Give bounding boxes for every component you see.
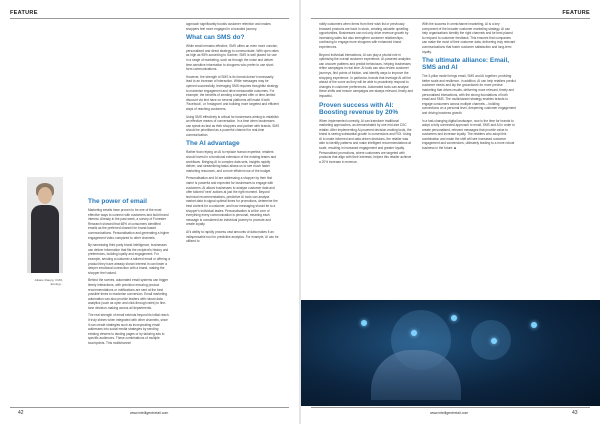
section-header: FEATURE: [562, 10, 590, 16]
body-paragraph: Rather than relying on AI to replace human expertise, retailers should invest in a functional extension of the existing teams and workflows. Bringing AI to complex data sets, insights rapidly deliver, and streamlining tasks allows us to see much faster marketing resources, and a more efficient use of the budget.: [186, 150, 277, 173]
network-node-icon: [361, 320, 367, 326]
section-heading: The ultimate alliance: Email, SMS and AI: [422, 57, 510, 72]
section-heading: Proven success with AI: Boosting revenue by 20%: [319, 101, 399, 116]
body-paragraph: AI's ability to rapidly process vast amounts of data makes it an indispensable tool for predictive analytics. For example, AI can be utilised to: [186, 229, 279, 244]
left-page: [0, 0, 299, 424]
text-column-2: [186, 22, 280, 247]
body-paragraph: When implemented correctly, AI can transform traditional marketing approaches, as demonstrated by one mid-size D2C retailer. After implementing AI-powered decision-making tools, the brand is seeing substantial growth in conversions and ROI. Using AI to make informed and data-driven decisions, the retailer was able to identify patterns and make intelligent recommendations at scale, resulting in increased engagement and greater loyalty. Personalised promotions, where customers are targeted with products that align with their interests, helped this retailer achieve a 20% increase in revenue.: [319, 118, 412, 164]
portrait-body: [31, 205, 59, 273]
section-heading: The power of email: [88, 198, 147, 205]
body-paragraph: The 3-pillar model brings email, SMS and AI together, providing better scale and resilience. In addition, AI can help retailers predict customer needs and lay the groundwork for more precise marketing that drives results, delivering more relevant, timely and personalised interactions, with the strong foundations of both email and SMS. The multichannel strategy enables brands to engage consumers across multiple channels – building connections on a personal level, deepening customer engagement and driving business growth.: [422, 74, 516, 115]
section-heading: What can SMS do?: [186, 34, 245, 42]
body-paragraph: In a fast-changing digital landscape, now is the time for brands to adopt a fully connected approach to email, SMS and AI in order to create personalised, relevant messages that provide value to customers and increase loyalty. The retailers who adopt this combination and make the shift will see increased customer engagement and conversions, ultimately leading to a more robust business in the future. ■: [422, 118, 515, 151]
website-url: www.intelligentretail.com: [130, 411, 169, 415]
body-paragraph: Using SMS effectively is critical for businesses aiming to establish an effective means of conversation. In a time when businesses can speak as fast as their shoppers and partner with brands, SMS should be prioritised as a powerful channel for real-time communication.: [186, 114, 280, 137]
text-column-4: [422, 22, 516, 154]
section-heading: The AI advantage: [186, 140, 240, 148]
body-paragraph: With the success in omnichannel marketing, AI is a key component of the broader customer marketing strategy. AI can help organisations identify the right channels and be best placed to respond to customer feedback. This ensures that companies can make the most of their customer data, delivering truly relevant communications that foster customer satisfaction and long-term loyalty.: [422, 22, 516, 54]
body-paragraph: While email remains effective, SMS offers an even more concise, personalised and direct strategy to communicate. With open rates as high as 98% according to Gartner, SMS is well placed for use in a range of marketing, such as through the noise and deliver time-sensitive information to shoppers who prefer to use short-form communications.: [186, 44, 279, 72]
hand-silhouette: [371, 350, 461, 400]
body-paragraph: The real strength of email extends beyond its initial reach. It truly shines when integrated with other channels, since it can create strategies such as incorporating email addresses into social media strategies by sending existing viewers to landing pages or by tailoring ads to specific audiences. These combinations of multiple touchpoints. This multichannel: [88, 313, 170, 346]
body-paragraph: Behind the scenes, automated email systems can trigger timely interactions, with precision ensuring product recommendations or notifications are sent at the best possible times to maximise conversion. Email marketing automation can also provide leaders with robust data analytics (such as open and click-through rates) to fine-tune decision-making across all departments.: [88, 278, 169, 310]
network-node-icon: [451, 315, 457, 321]
section-header: FEATURE: [10, 10, 38, 16]
footer-rule: [10, 407, 289, 408]
website-url: www.intelligentretail.com: [430, 411, 469, 415]
header-rule: [10, 18, 289, 19]
network-node-icon: [531, 322, 537, 328]
page-number: 43: [572, 410, 578, 416]
text-column-3: [319, 22, 413, 167]
header-rule: [311, 18, 590, 19]
body-paragraph: approach significantly boosts customer retention and makes shoppers feel more engaged in a branded journey.: [186, 22, 271, 31]
body-paragraph: Personalisation and AI are addressing a shopper by their first name is powerful and expected for businesses to engage with customers. AI allows businesses to analyse customer data and offer tailored 'next' actions at just the right moment. Beyond technical recommendations, predictive AI tools can analyse market data to signal optimal times for promotions, determine the best content for a customer, and how messaging should tie to a shopper's individual tastes. Personalisation is at the core of everything every communication is personal, meaning each message is considered an individual journey to promote and create loyalty.: [186, 176, 278, 227]
network-hand-photo: [301, 300, 600, 406]
footer-rule: [311, 407, 590, 408]
network-node-icon: [491, 338, 497, 344]
page-number: 42: [18, 410, 24, 416]
network-node-icon: [411, 330, 417, 336]
portrait-photo: [27, 177, 63, 273]
portrait-caption: Juliane Raupp, CMO, Ecologi...: [34, 278, 63, 286]
text-column-1: [88, 195, 170, 349]
body-paragraph: Beyond individual interactions, AI can play a pivotal role in optimising the overall customer experience. AI-powered analytics can uncover patterns and predict behaviours, helping businesses refine campaigns in real time. AI tools can also review customer journeys, find points of friction, and identify ways to improve the shopping experience. In particular, brands that leverage AI will be ahead of the curve as they will be able to proactively respond to changes in customer preferences. Automated tools can analyse these shifts and ensure campaigns are always relevant, timely and impactful.: [319, 52, 413, 98]
body-paragraph: By harnessing third party brand intelligence, businesses can deliver information that fits the recipient's history and preferences, building loyalty and engagement. For example, sending a customer a tailored email or offering a product they have already shown interest in can foster a deeper emotional connection with a brand, making the shopper feel valued.: [88, 243, 170, 275]
body-paragraph: Marketing emails have proven to be one of the most effective ways to connect with customers and build brand interest. Already in the past week, a survey of Forrester Research showed that 68% of consumers identified emails as the preferred channel for brand-based communications. Personalisation and generating a higher engagement video compared to other channels.: [88, 208, 170, 240]
portrait-face: [38, 187, 52, 204]
body-paragraph: However, the strength of SMS is its format doesn't necessarily lead to an increase of interaction. While messages may be opened successfully, leveraging SMS requires thoughtful strategy to maximise engagement and drive measurable outcomes. For example, the benefits of sending a targeted offer or time-limited discount via text have on several platforms will make it both 'Facebook', or 'Instagram' and building more targeted and efficient ways of reaching customers.: [186, 74, 279, 111]
body-paragraph: notify customers when items from their wish list or previously browsed products are back in stock, creating valuable upselling opportunities. Businesses can not only drive revenue growth by increasing sales but also strengthen customer relationships, continuing to engage more shoppers with enhanced brand experiences.: [319, 22, 409, 49]
